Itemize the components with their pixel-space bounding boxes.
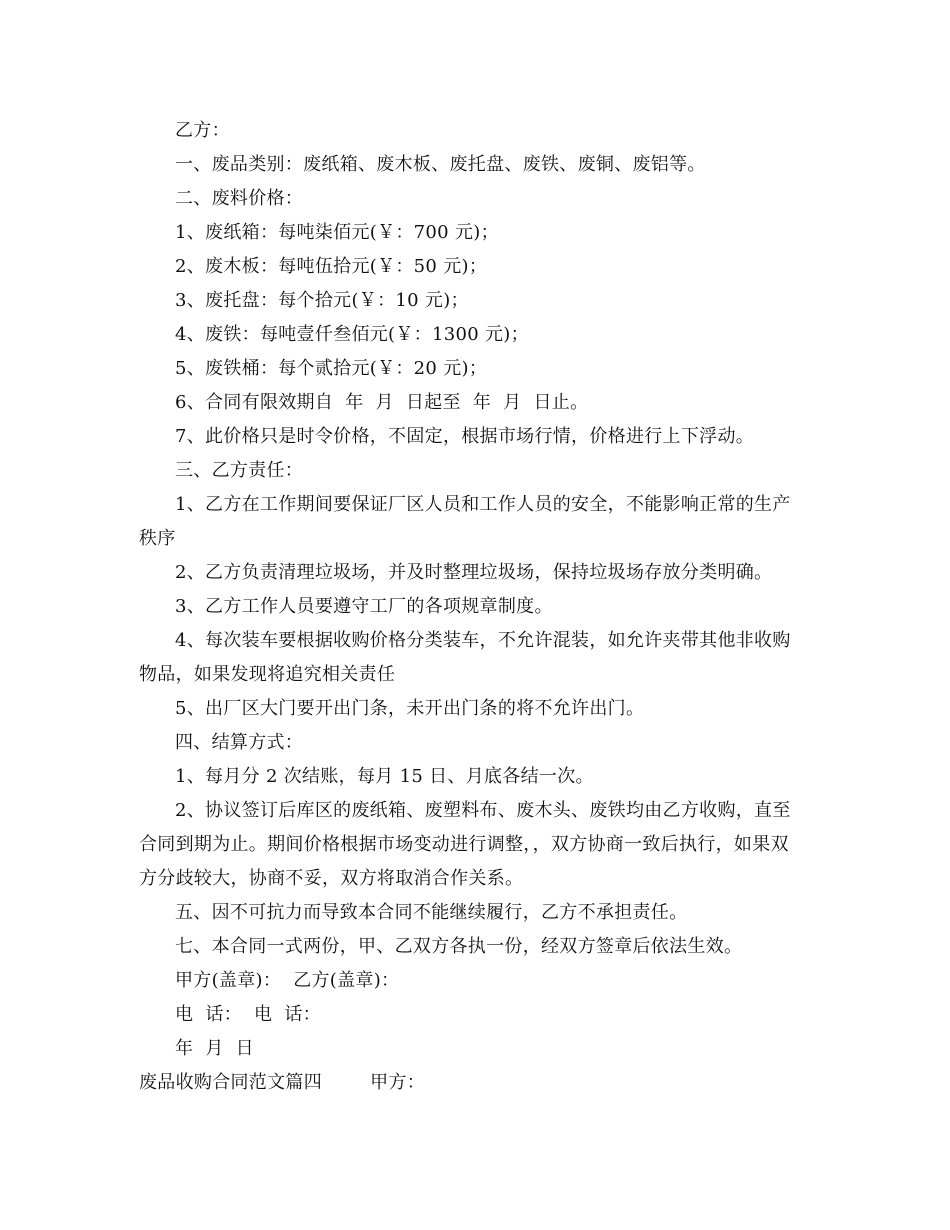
- duty-4-line-2: 物品，如果发现将追究相关责任: [139, 664, 396, 685]
- duty-3: 3、乙方工作人员要遵守工厂的各项规章制度。: [175, 596, 553, 617]
- party-b-label: 乙方：: [175, 120, 230, 141]
- settlement-2-line-3: 方分歧较大，协商不妥，双方将取消合作关系。: [139, 868, 524, 889]
- duty-5: 5、出厂区大门要开出门条，未开出门条的将不允许出门。: [175, 698, 645, 719]
- price-item-pallet: 3、废托盘：每个拾元(￥：10 元)；: [175, 290, 469, 311]
- clause-price-fluctuation: 7、此价格只是时令价格，不固定，根据市场行情，价格进行上下浮动。: [175, 426, 755, 447]
- signature-line: 甲方(盖章)： 乙方(盖章)：: [175, 970, 400, 991]
- clause-waste-category: 一、废品类别：废纸箱、废木板、废托盘、废铁、废铜、废铝等。: [175, 154, 706, 175]
- section-heading-party-b-duties: 三、乙方责任：: [175, 460, 304, 481]
- duty-2: 2、乙方负责清理垃圾场，并及时整理垃圾场，保持垃圾场存放分类明确。: [175, 562, 773, 583]
- duty-1-line-2: 秩序: [139, 528, 176, 549]
- price-item-iron: 4、废铁：每吨壹仟叁佰元(￥：1300 元)；: [175, 324, 529, 345]
- settlement-1: 1、每月分 2 次结账，每月 15 日、月底各结一次。: [175, 766, 594, 787]
- price-item-cardboard: 1、废纸箱：每吨柒佰元(￥：700 元)；: [175, 222, 499, 243]
- duty-1-line-1: 1、乙方在工作期间要保证厂区人员和工作人员的安全，不能影响正常的生产: [175, 494, 791, 515]
- clause-validity-period: 6、合同有限效期自 年 月 日起至 年 月 日止。: [175, 392, 589, 413]
- date-line: 年 月 日: [175, 1038, 254, 1059]
- clause-copies: 七、本合同一式两份，甲、乙双方各执一份，经双方签章后依法生效。: [175, 936, 743, 957]
- settlement-2-line-2: 合同到期为止。期间价格根据市场变动进行调整，，双方协商一致后执行，如果双: [139, 834, 789, 855]
- section-heading-settlement: 四、结算方式：: [175, 732, 304, 753]
- settlement-2-line-1: 2、协议签订后库区的废纸箱、废塑料布、废木头、废铁均由乙方收购，直至: [175, 800, 791, 821]
- price-item-iron-drum: 5、废铁桶：每个贰拾元(￥：20 元)；: [175, 358, 488, 379]
- phone-line: 电 话： 电 话：: [175, 1004, 321, 1025]
- section-heading-prices: 二、废料价格：: [175, 188, 304, 209]
- price-item-wood-board: 2、废木板：每吨伍拾元(￥：50 元)；: [175, 256, 488, 277]
- duty-4-line-1: 4、每次装车要根据收购价格分类装车，不允许混装，如允许夹带其他非收购: [175, 630, 791, 651]
- clause-force-majeure: 五、因不可抗力而导致本合同不能继续履行，乙方不承担责任。: [175, 902, 688, 923]
- next-section-title: 废品收购合同范文篇四 甲方：: [139, 1072, 426, 1093]
